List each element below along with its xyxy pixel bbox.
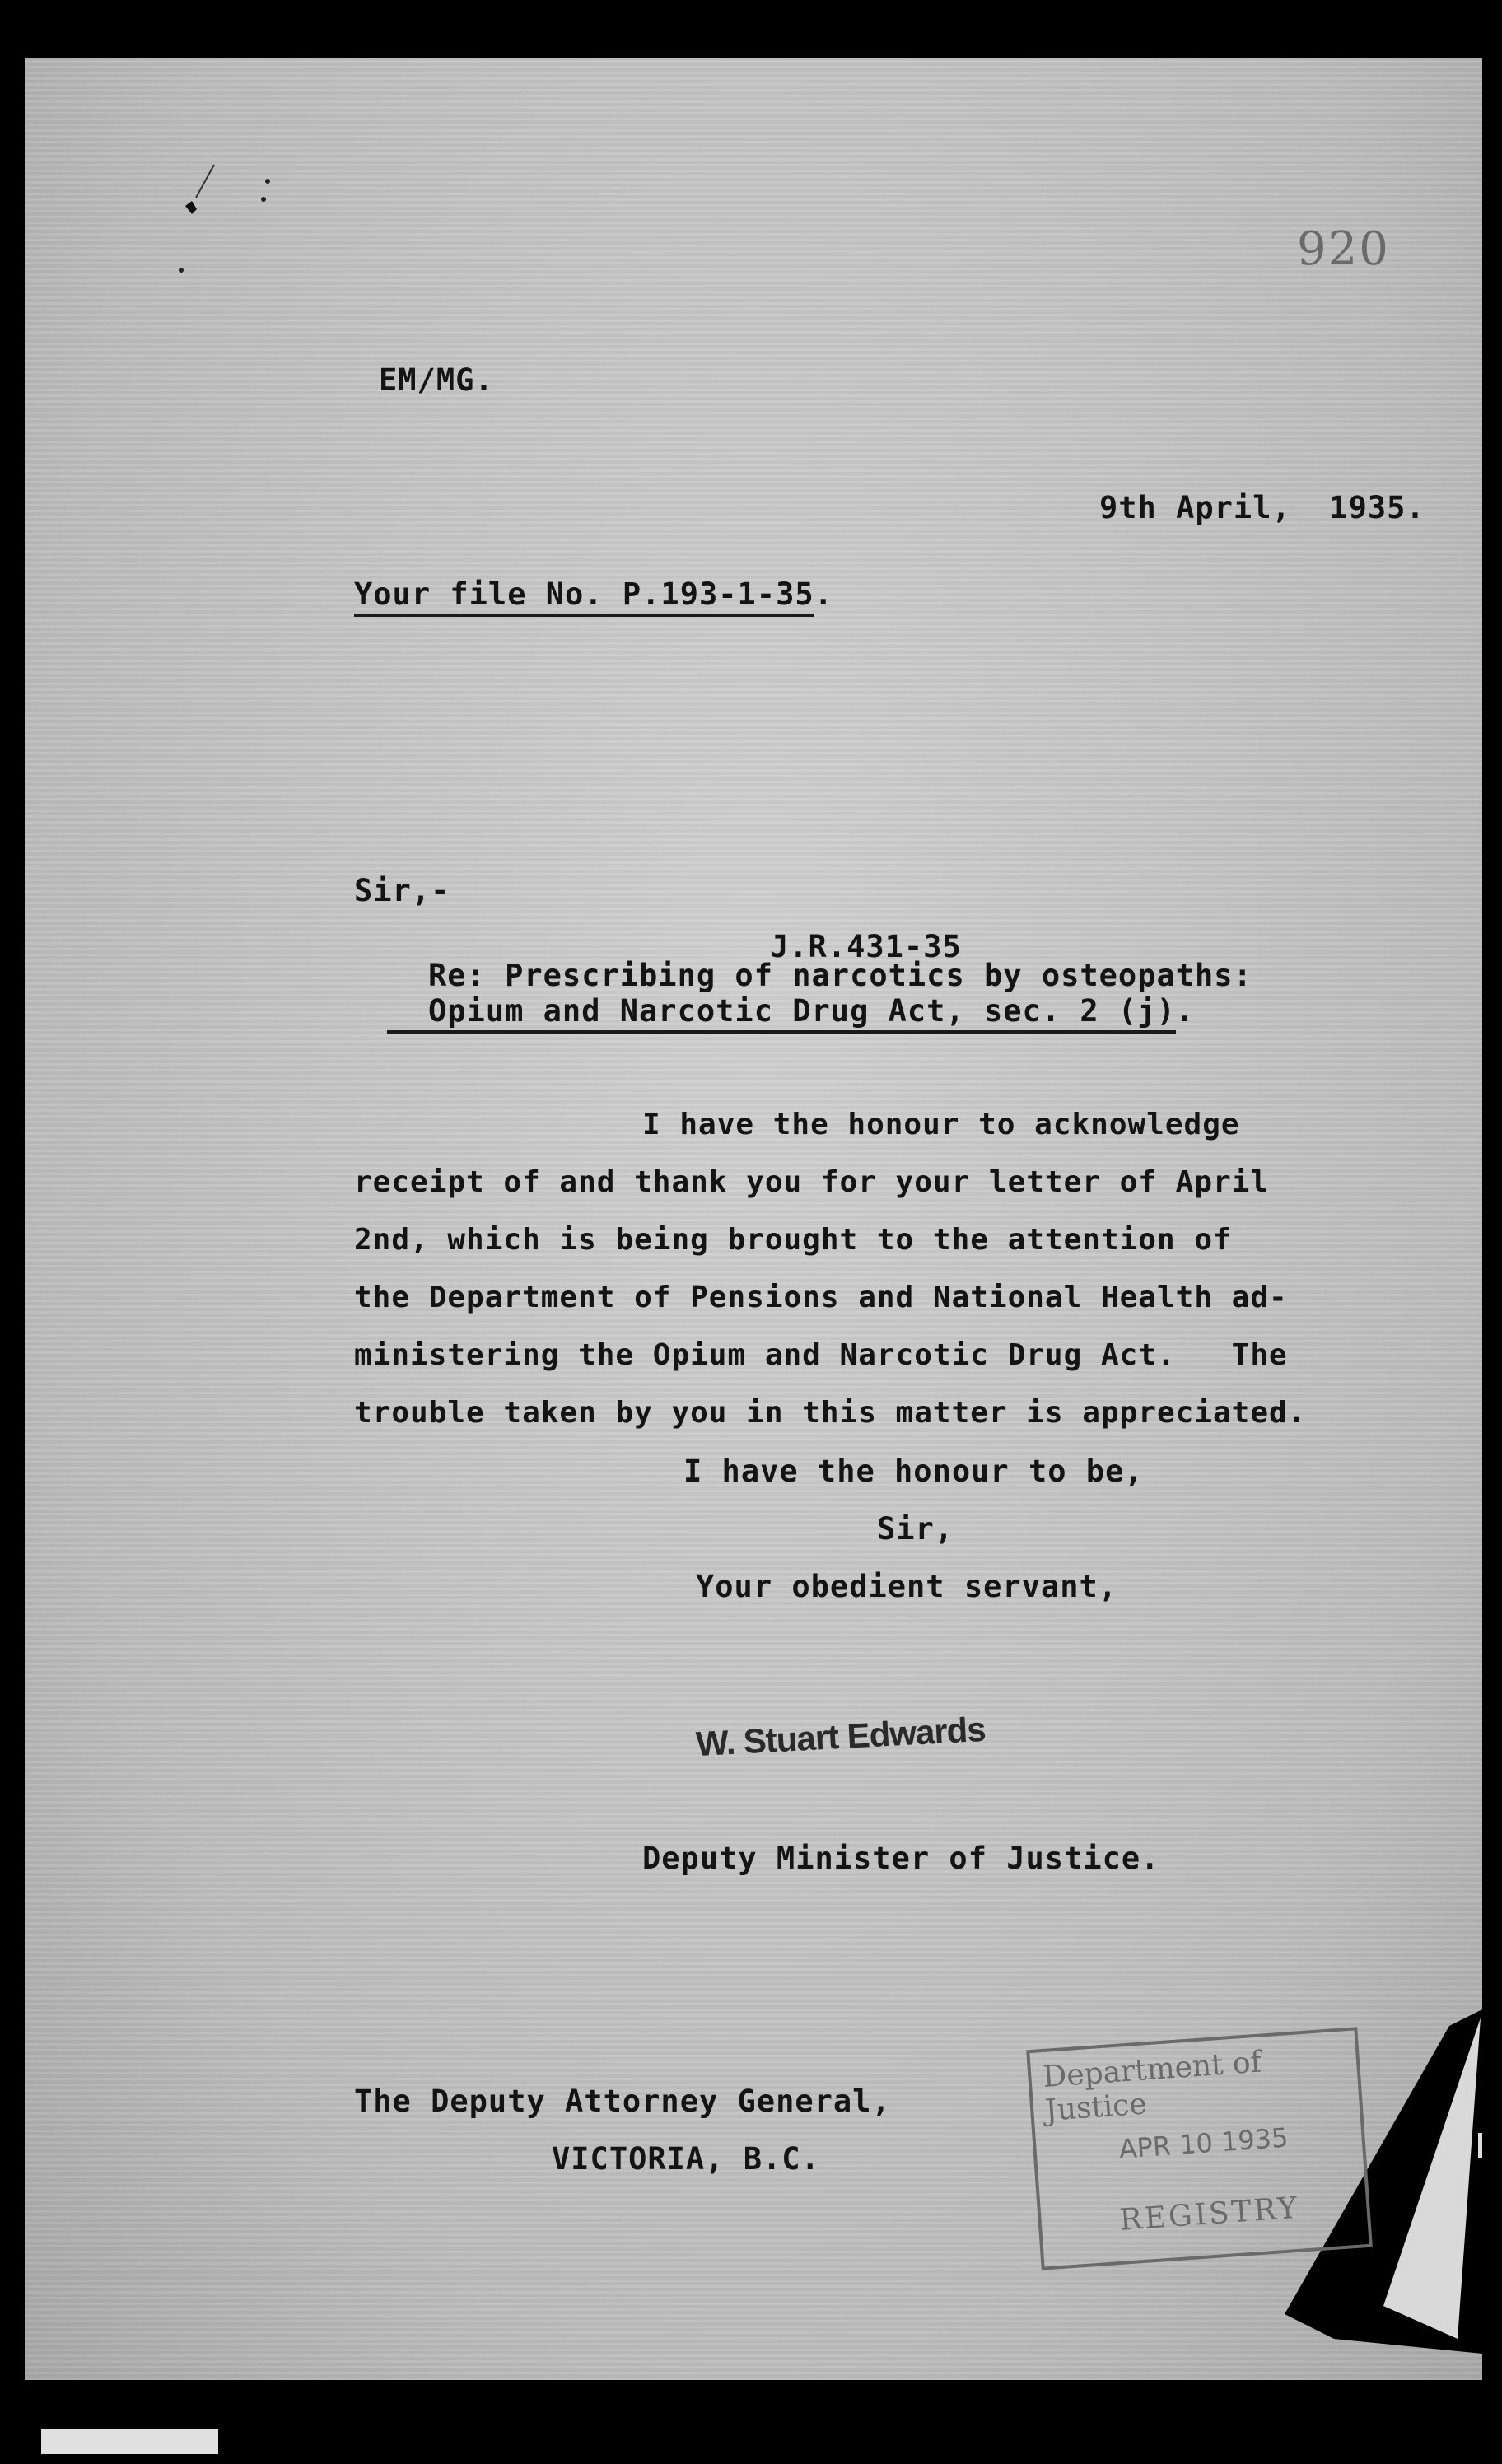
stamp-registry: REGISTRY: [1118, 2191, 1301, 2238]
film-label-strip: [41, 2429, 218, 2454]
body-line-2: receipt of and thank you for your letter of April: [354, 1165, 1270, 1199]
addressee-line-1: The Deputy Attorney General,: [354, 2084, 891, 2119]
closing-line-3: Your obedient servant,: [696, 1569, 1118, 1604]
addressee-line-2: VICTORIA, B.C.: [552, 2141, 820, 2177]
body-line-6: trouble taken by you in this matter is appreciated.: [354, 1396, 1307, 1430]
closing-line-2: Sir,: [877, 1511, 954, 1547]
paper-specks: [161, 156, 325, 288]
signer-title: Deputy Minister of Justice.: [642, 1841, 1160, 1876]
stamp-department: Department of Justice: [1042, 2045, 1263, 2128]
file-reference-text: Your file No. P.193-1-35: [354, 576, 814, 617]
subject-line-2-text: Opium and Narcotic Drug Act, sec. 2 (j): [387, 993, 1176, 1034]
stamp-date: APR 10 1935: [1117, 2121, 1290, 2165]
letter-page: [25, 58, 1482, 2380]
page-number: 920: [1297, 222, 1390, 276]
edge-mark: [1478, 2133, 1482, 2158]
letter-date: 9th April, 1935.: [1099, 490, 1425, 525]
body-line-3: 2nd, which is being brought to the attention of: [354, 1223, 1232, 1257]
file-reference: Your file No. P.193-1-35.: [354, 576, 833, 612]
closing-line-1: I have the honour to be,: [683, 1454, 1144, 1489]
body-line-4: the Department of Pensions and National Health ad-: [354, 1281, 1288, 1314]
signature: W. Stuart Edwards: [694, 1709, 987, 1764]
body-line-1: I have the honour to acknowledge: [642, 1108, 1240, 1141]
body-line-5: ministering the Opium and Narcotic Drug Act. The: [354, 1338, 1288, 1372]
reference-initials: EM/MG.: [379, 362, 494, 398]
jr-number: J.R.431-35: [770, 929, 962, 964]
salutation: Sir,-: [354, 873, 450, 908]
subject-line-2: Opium and Narcotic Drug Act, sec. 2 (j).: [387, 993, 1195, 1029]
subject-line-1: Re: Prescribing of narcotics by osteopaths:: [428, 958, 1252, 993]
registry-stamp: [1026, 2027, 1373, 2270]
